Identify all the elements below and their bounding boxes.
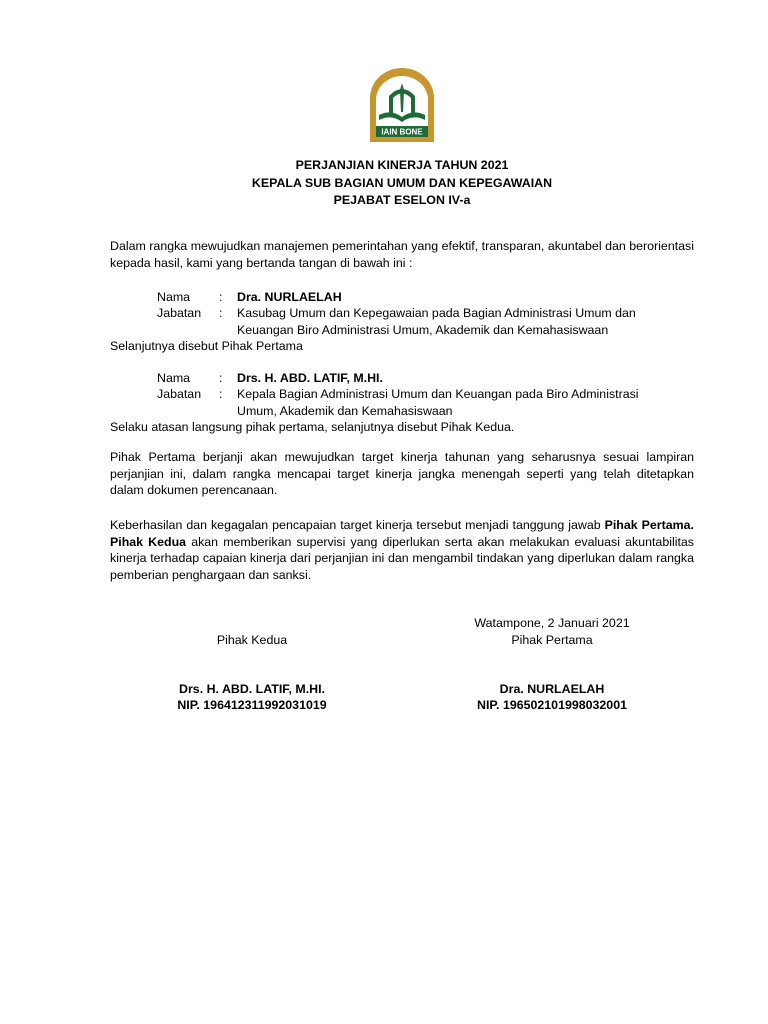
second-party-nip: NIP. 196412311992031019 [177, 698, 327, 712]
commitment-paragraph [110, 449, 694, 499]
colon: : [219, 306, 223, 320]
title-line-1: PERJANJIAN KINERJA TAHUN 2021 [295, 158, 509, 172]
second-party-position-line-2: Umum, Akademik dan Kemahasiswaan [237, 403, 453, 418]
responsibility-text-2: akan memberikan supervisi yang diperlukan serta akan melakukan evaluasi akuntabilitas kinerja terhadap capaian kinerja dari perjanjian ini dan mengambil tindakan yang diperlukan dalam rangka pemberian penghargaan dan sanksi. [110, 534, 694, 582]
name-label: Nama [157, 290, 191, 304]
first-party-name: Dra. NURLAELAH [237, 290, 342, 304]
name-label: Nama [157, 371, 191, 385]
second-party-designation [110, 419, 514, 436]
designation-term: Pihak Kedua [440, 420, 511, 434]
second-party-term: Pihak Kedua [110, 534, 187, 549]
second-party-signature-name: Drs. H. ABD. LATIF, M.HI. [179, 682, 325, 696]
designation-prefix: Selaku atasan langsung pihak pertama, selanjutnya disebut [110, 420, 441, 434]
position-label: Jabatan [157, 306, 202, 320]
designation-prefix: Selanjutnya disebut [110, 339, 222, 353]
intro-paragraph: Dalam rangka mewujudkan manajemen pemerintahan yang efektif, transparan, akuntabel dan berorientasi kepada hasil, kami yang bertanda tangan di bawah ini : [110, 239, 694, 270]
first-party-term: Pihak Pertama. [604, 518, 694, 532]
designation-suffix: . [510, 420, 515, 434]
second-party-position [237, 386, 677, 419]
colon: : [219, 371, 223, 385]
second-party-signature-label: Pihak Kedua [216, 633, 288, 647]
colon: : [219, 387, 223, 401]
responsibility-paragraph [110, 517, 694, 583]
first-party-position-line-1: Kasubag Umum dan Kepegawaian pada Bagian Administrasi Umum dan [237, 306, 636, 320]
first-party-term: Pihak Pertama [110, 450, 196, 464]
second-party-name: Drs. H. ABD. LATIF, M.HI. [237, 371, 383, 385]
position-label: Jabatan [157, 387, 202, 401]
title-line-2: KEPALA SUB BAGIAN UMUM DAN KEPEGAWAIAN [251, 175, 553, 190]
second-party-position-line-1: Kepala Bagian Administrasi Umum dan Keuangan pada Biro Administrasi [237, 387, 639, 401]
first-party-position [237, 305, 677, 338]
first-party-signature-label: Pihak Pertama [511, 633, 593, 647]
document-title [110, 157, 694, 210]
responsibility-text-1: Keberhasilan dan kegagalan pencapaian target kinerja tersebut menjadi tanggung jawab [110, 518, 605, 532]
first-party-signature-name: Dra. NURLAELAH [499, 682, 605, 696]
title-line-3: PEJABAT ESELON IV-a [333, 193, 471, 207]
colon: : [219, 290, 223, 304]
place-date: Watampone, 2 Januari 2021 [474, 616, 630, 630]
first-party-position-line-2: Keuangan Biro Administrasi Umum, Akademik dan Kemahasiswaan [237, 322, 609, 337]
first-party-designation [110, 338, 303, 355]
commitment-text: berjanji akan mewujudkan target kinerja tahunan yang seharusnya sesuai lampiran perjanjian ini, dalam rangka mencapai target kinerja jangka menengah seperti yang telah ditetapkan dalam dokumen perencanaan. [110, 450, 694, 497]
designation-term: Pihak Pertama [221, 339, 303, 353]
logo-text: IAIN BONE [381, 127, 423, 137]
iain-bone-logo [367, 68, 437, 144]
first-party-nip: NIP. 196502101998032001 [477, 698, 627, 712]
